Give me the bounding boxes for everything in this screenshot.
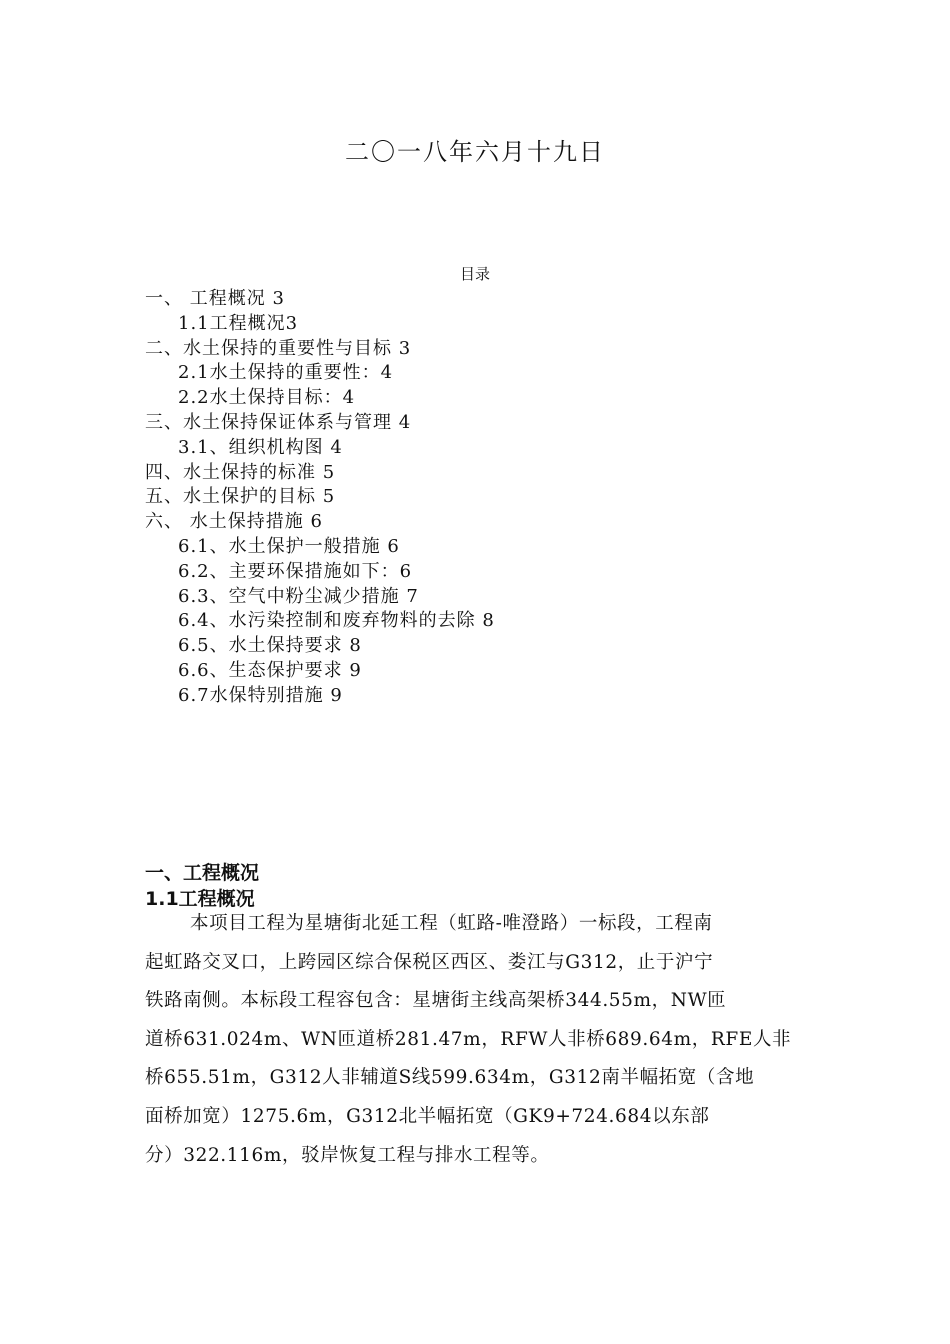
toc-entry[interactable]: 一、 工程概况 3 <box>145 288 285 309</box>
paragraph-line: 本项目工程为星塘街北延工程（虹路-唯澄路）一标段，工程南 <box>190 913 713 934</box>
toc-entry[interactable]: 六、 水土保持措施 6 <box>145 511 323 533</box>
document-date: 二〇一八年六月十九日 <box>345 138 605 166</box>
table-of-contents <box>145 287 845 709</box>
paragraph-line: 道桥631.024m、WN匝道桥281.47m，RFW人非桥689.64m，RFE人非 <box>145 1028 792 1050</box>
toc-entry[interactable]: 2.1水土保持的重要性：4 <box>178 362 394 384</box>
toc-entry[interactable]: 3.1、组织机构图 4 <box>178 436 343 458</box>
toc-entry[interactable]: 二、水土保持的重要性与目标 3 <box>145 337 412 359</box>
paragraph-line: 铁路南侧。本标段工程容包含：星塘街主线高架桥344.55m，NW匝 <box>145 990 727 1012</box>
toc-entry[interactable]: 四、水土保持的标准 5 <box>145 461 336 483</box>
toc-entry[interactable]: 三、水土保持保证体系与管理 4 <box>145 411 412 433</box>
toc-entry[interactable]: 6.3、空气中粉尘减少措施 7 <box>178 585 419 607</box>
toc-entry[interactable]: 6.6、生态保护要求 9 <box>178 659 362 681</box>
toc-entry[interactable]: 6.1、水土保护一般措施 6 <box>178 535 400 557</box>
toc-title: 目录 <box>459 265 490 283</box>
section-heading: 一、工程概况 <box>145 862 260 884</box>
toc-entry[interactable]: 1.1工程概况3 <box>178 312 299 334</box>
paragraph-line: 分）322.116m，驳岸恢复工程与排水工程等。 <box>145 1144 550 1166</box>
toc-entry[interactable]: 6.7水保特别措施 9 <box>178 684 343 706</box>
toc-entry[interactable]: 五、水土保护的目标 5 <box>145 486 336 508</box>
toc-entry[interactable]: 6.5、水土保持要求 8 <box>178 635 362 657</box>
paragraph-line: 桥655.51m，G312人非辅道S线599.634m，G312南半幅拓宽（含地 <box>145 1067 755 1089</box>
paragraph-line: 起虹路交叉口，上跨园区综合保税区西区、娄江与G312，止于沪宁 <box>145 951 714 973</box>
toc-entry[interactable]: 6.2、主要环保措施如下：6 <box>178 560 413 582</box>
body-paragraph <box>145 905 805 1175</box>
toc-entry[interactable]: 2.2水土保持目标：4 <box>178 387 356 409</box>
subsection-heading: 1.1工程概况 <box>145 888 255 910</box>
paragraph-line: 面桥加宽）1275.6m，G312北半幅拓宽（GK9+724.684以东部 <box>145 1105 710 1127</box>
toc-entry[interactable]: 6.4、水污染控制和废弃物料的去除 8 <box>178 610 495 632</box>
